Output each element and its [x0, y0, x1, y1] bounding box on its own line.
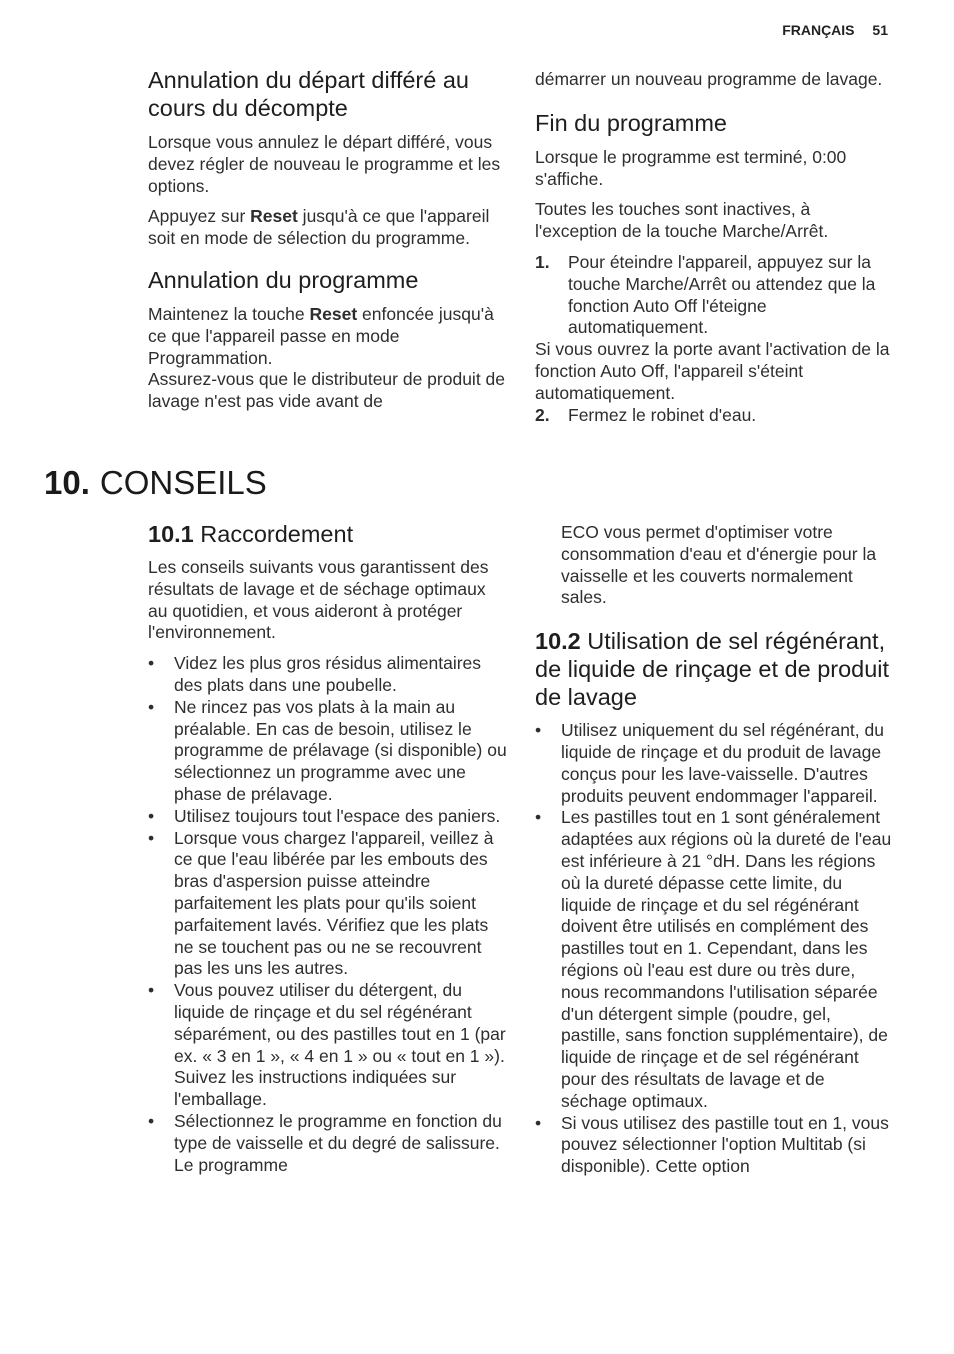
bullet-item: • Les pastilles tout en 1 sont généralement adaptées aux régions où la dureté de l'eau est inférieure à 21 °dH. Dans les régions où la dureté dépasse cette limite, du liquide de rinçage et du sel régénérant doivent être utilisés en complément des pastilles tout en 1. Cependant, dans les régions où l'eau est dure ou très dure, nous recommandons l'utilisation séparée d'un détergent simple (poudre, gel, pastille, sans fonction supplémentaire), de liquide de rinçage et de sel régénérant pour des résultats de lavage et de séchage optimaux.: [535, 807, 893, 1112]
bottom-right-column: [535, 522, 893, 1178]
cancel-paragraph-2-continued: démarrer un nouveau programme de lavage.: [535, 69, 883, 89]
heading-program-end: Fin du programme: [535, 109, 727, 136]
end-paragraph-2: Toutes les touches sont inactives, à l'exception de la touche Marche/Arrêt.: [535, 199, 829, 242]
bullet-item: • Videz les plus gros résidus alimentaires des plats dans une poubelle.: [148, 653, 508, 697]
bullet-item: • Vous pouvez utiliser du détergent, du liquide de rinçage et du sel régénérant séparément, ou des pastilles tout en 1 (par ex. « 3 en 1 », « 4 en 1 » ou « tout en 1 »). Suivez les instructions indiquées sur l'emballage.: [148, 980, 508, 1111]
heading-10-2: [535, 627, 893, 711]
chapter-number: 10.: [44, 464, 90, 501]
section-number-10-1: 10.1: [148, 521, 194, 547]
bullet-item: • Si vous utilisez des pastille tout en 1, vous pouvez sélectionner l'option Multitab (si disponible). Cette option: [535, 1113, 893, 1178]
end-paragraph-1: Lorsque le programme est terminé, 0:00 s'affiche.: [535, 146, 847, 189]
heading-program-cancel: Annulation du programme: [148, 266, 419, 293]
chapter-title: CONSEILS: [99, 464, 267, 501]
auto-off-note: Si vous ouvrez la porte avant l'activation de la fonction Auto Off, l'appareil s'éteint automatiquement.: [535, 339, 890, 403]
cancel-paragraph-1: [148, 304, 508, 369]
reset-keyword: Reset: [250, 206, 298, 227]
step-number-1: 1.: [535, 251, 550, 272]
reset-keyword: Reset: [309, 303, 358, 324]
page-number: 51: [872, 22, 888, 38]
raccordement-continuation: ECO vous permet d'optimiser votre consommation d'eau et d'énergie pour la vaisselle et les couverts normalement sales.: [561, 522, 877, 608]
top-left-column: [148, 66, 508, 413]
step-text-1: Pour éteindre l'appareil, appuyez sur la touche Marche/Arrêt ou attendez que la fonction Auto Off l'éteigne automatiquement.: [568, 251, 876, 338]
heading-delay-cancel: Annulation du départ différé au cours du décompte: [148, 67, 469, 121]
cancel-p1-text-end: enfoncée jusqu'à ce que l'appareil passe en mode Programmation.: [148, 303, 494, 368]
bullet-item: • Ne rincez pas vos plats à la main au préalable. En cas de besoin, utilisez le programme de prélavage (si disponible) ou sélectionnez un programme avec une phase de prélavage.: [148, 697, 508, 806]
raccordement-bullet-list: [148, 653, 508, 1176]
step-number-2: 2.: [535, 404, 550, 425]
bullet-item: • Utilisez toujours tout l'espace des paniers.: [148, 806, 508, 828]
bottom-left-column: [148, 520, 508, 1176]
delay-p2-text-end: jusqu'à ce que l'appareil soit en mode de sélection du programme.: [148, 206, 490, 249]
section-number-10-2: 10.2: [535, 628, 581, 655]
chapter-heading: [44, 463, 267, 503]
bullet-item: • Lorsque vous chargez l'appareil, veillez à ce que l'eau libérée par les embouts des bras d'aspersion puisse atteindre parfaitement les plats pour qu'ils soient parfaitement lavés. Vérifiez que les plats ne se touchent pas ou ne se recouvrent pas les uns les autres.: [148, 828, 508, 981]
page-header: [782, 22, 888, 38]
raccordement-intro: Les conseils suivants vous garantissent des résultats de lavage et de séchage optimaux au quotidien, et vous aideront à protéger l'environnement.: [148, 557, 489, 643]
delay-paragraph-2: [148, 206, 508, 250]
heading-10-1: [148, 520, 508, 548]
cancel-p1-text: Maintenez la touche: [148, 303, 310, 324]
step-item-1: [535, 252, 890, 339]
section-title-10-1: Raccordement: [200, 521, 354, 547]
delay-paragraph-1: Lorsque vous annulez le départ différé, vous devez régler de nouveau le programme et les options.: [148, 132, 501, 196]
step-text-2: Fermez le robinet d'eau.: [568, 404, 757, 425]
bullet-item: • Sélectionnez le programme en fonction du type de vaisselle et du degré de salissure. Le programme: [148, 1111, 508, 1176]
detergent-bullet-list: [535, 720, 893, 1178]
end-steps-list-2: [535, 405, 890, 427]
bullet-item: • Utilisez uniquement du sel régénérant, du liquide de rinçage et du produit de lavage conçus pour les lave-vaisselle. D'autres produits peuvent endommager l'appareil.: [535, 720, 893, 807]
header-language: FRANÇAIS: [782, 22, 855, 38]
top-right-column: [535, 69, 890, 426]
end-steps-list: [535, 252, 890, 339]
cancel-paragraph-2: Assurez-vous que le distributeur de produit de lavage n'est pas vide avant de: [148, 369, 506, 412]
step-item-2: [535, 405, 890, 427]
delay-p2-text: Appuyez sur: [148, 206, 251, 227]
section-title-10-2: Utilisation de sel régénérant, de liquide de rinçage et de produit de lavage: [535, 628, 890, 711]
